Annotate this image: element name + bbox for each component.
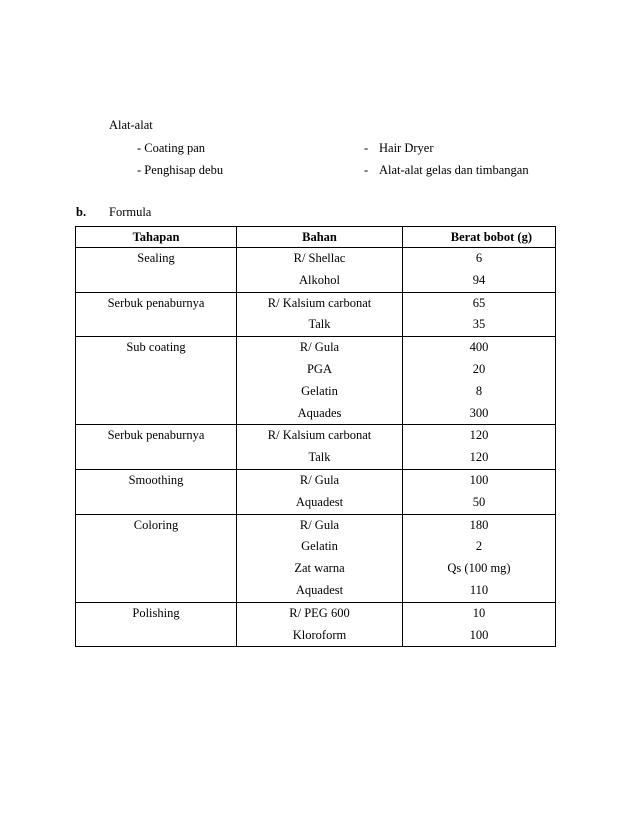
weight-value: 120	[469, 450, 489, 465]
material-item: R/ Gula	[299, 517, 340, 532]
material-item: R/ Kalsium carbonat	[267, 295, 372, 310]
table-row	[76, 602, 556, 647]
material-cell	[237, 425, 403, 470]
material-item: R/ Gula	[299, 472, 340, 487]
tools-heading: Alat-alat	[109, 118, 153, 132]
weight-cell	[403, 602, 556, 647]
stage-label: Polishing	[132, 605, 180, 620]
material-item: Talk	[308, 450, 331, 465]
material-item: R/ Gula	[299, 340, 340, 355]
material-cell	[237, 602, 403, 647]
section-heading: Formula	[109, 205, 152, 219]
weight-value: 65	[472, 295, 486, 310]
weight-value: 100	[469, 472, 489, 487]
tool-dash: -	[364, 163, 369, 177]
stage-cell	[76, 602, 237, 647]
weight-value: 8	[475, 383, 483, 398]
weight-cell	[403, 292, 556, 337]
table-row	[76, 514, 556, 602]
material-item: R/ Shellac	[293, 251, 346, 265]
weight-value: Qs (100 mg)	[447, 561, 511, 576]
weight-value: 2	[475, 539, 483, 554]
material-item: Aquadest	[295, 494, 344, 509]
stage-label: Sealing	[137, 251, 175, 265]
stage-label: Sub coating	[126, 340, 186, 355]
weight-value: 35	[472, 317, 486, 332]
tool-item-alat-gelas: Alat-alat gelas dan timbangan	[379, 163, 529, 177]
tool-dash: -	[364, 141, 369, 155]
material-item: Zat warna	[294, 561, 345, 576]
material-item: Alkohol	[299, 272, 340, 287]
stage-label: Serbuk penaburnya	[107, 428, 205, 443]
material-cell	[237, 469, 403, 514]
column-header-bahan: Bahan	[237, 227, 403, 248]
stage-cell	[76, 425, 237, 470]
material-item: R/ PEG 600	[289, 605, 350, 620]
weight-value: 110	[469, 582, 489, 597]
material-item: Aquades	[297, 405, 342, 420]
material-item: Talk	[308, 317, 331, 332]
tool-item-coating-pan: - Coating pan	[137, 141, 206, 155]
stage-cell	[76, 469, 237, 514]
table-header-row	[76, 227, 556, 248]
weight-cell	[403, 514, 556, 602]
table-row	[76, 469, 556, 514]
table-row	[76, 292, 556, 337]
table-row	[76, 248, 556, 293]
material-item: R/ Kalsium carbonat	[267, 428, 372, 443]
table-row	[76, 337, 556, 425]
stage-cell	[76, 248, 237, 293]
weight-value: 300	[469, 405, 489, 420]
weight-cell	[403, 469, 556, 514]
weight-cell	[403, 425, 556, 470]
weight-value: 6	[475, 251, 483, 265]
weight-value: 100	[469, 627, 489, 642]
stage-cell	[76, 337, 237, 425]
formula-table	[75, 226, 556, 647]
material-item: Gelatin	[301, 539, 338, 554]
material-item: Kloroform	[292, 627, 347, 642]
material-item: Aquadest	[295, 582, 344, 597]
material-item: PGA	[306, 361, 332, 376]
weight-value: 10	[472, 605, 486, 620]
weight-value: 180	[469, 517, 489, 532]
column-header-tahapan: Tahapan	[76, 227, 237, 248]
material-item: Gelatin	[301, 383, 338, 398]
weight-value: 120	[469, 428, 489, 443]
weight-cell	[403, 248, 556, 293]
tool-item-hair-dryer: Hair Dryer	[379, 141, 434, 155]
weight-value: 400	[469, 340, 489, 355]
table-row	[76, 425, 556, 470]
stage-cell	[76, 292, 237, 337]
weight-value: 20	[472, 361, 486, 376]
weight-cell	[403, 337, 556, 425]
material-cell	[237, 248, 403, 293]
material-cell	[237, 292, 403, 337]
stage-label: Smoothing	[128, 472, 184, 487]
tool-item-penghisap-debu: - Penghisap debu	[137, 163, 224, 177]
section-marker: b.	[76, 205, 87, 219]
weight-value: 94	[472, 272, 486, 287]
column-header-berat: Berat bobot (g)	[403, 227, 556, 248]
stage-label: Serbuk penaburnya	[107, 295, 205, 310]
material-cell	[237, 337, 403, 425]
weight-value: 50	[472, 494, 486, 509]
stage-cell	[76, 514, 237, 602]
stage-label: Coloring	[133, 517, 179, 532]
material-cell	[237, 514, 403, 602]
